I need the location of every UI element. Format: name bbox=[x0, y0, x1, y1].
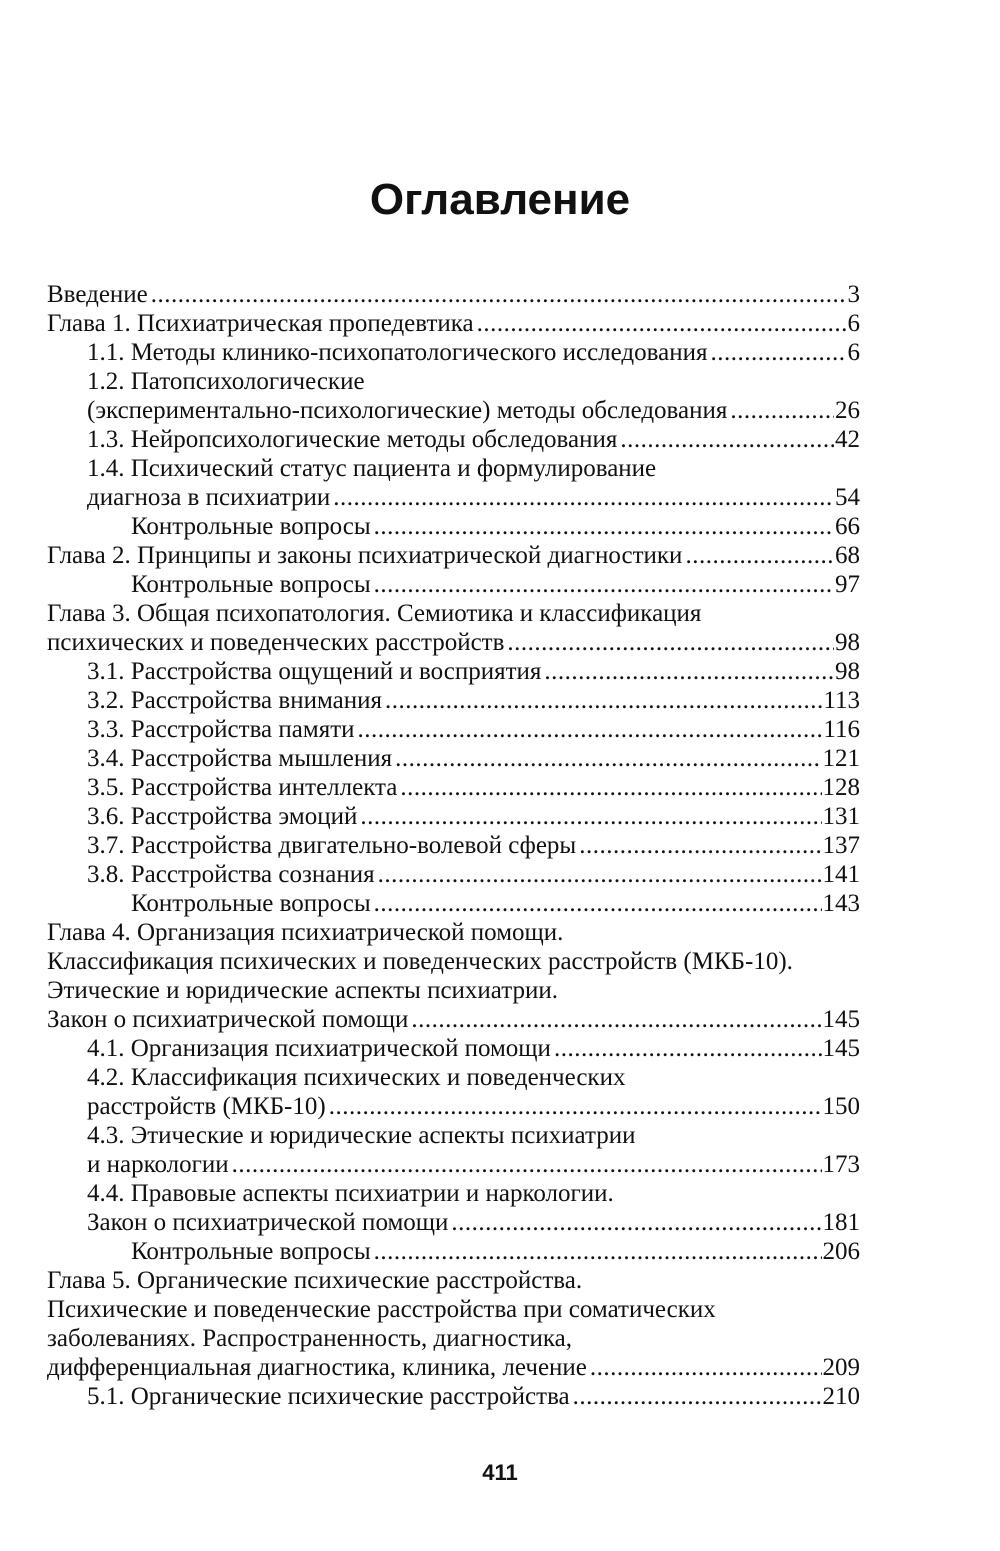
toc-entry-title: диагноза в психиатрии bbox=[87, 484, 331, 511]
toc-entry-line bbox=[47, 1150, 860, 1179]
toc-page-number: 150 bbox=[822, 1093, 860, 1120]
toc-entry bbox=[47, 367, 860, 425]
toc-entry-title: 5.1. Органические психические расстройства bbox=[87, 1383, 570, 1410]
toc-entry-line bbox=[47, 1034, 860, 1063]
toc-entry-title: 4.3. Этические и юридические аспекты психиатрии bbox=[87, 1122, 636, 1149]
toc-entry bbox=[47, 1179, 860, 1237]
toc-entry bbox=[47, 338, 860, 367]
toc-entry-title: Глава 3. Общая психопатология. Семиотика и классификация bbox=[47, 600, 702, 627]
toc-entry-line bbox=[47, 947, 860, 976]
toc-entry-line bbox=[47, 976, 860, 1005]
dot-leader bbox=[232, 1150, 822, 1179]
toc-entry-title: 1.4. Психический статус пациента и формулирование bbox=[87, 455, 657, 482]
page-title: Оглавление bbox=[369, 175, 631, 224]
toc-entry-title: Глава 2. Принципы и законы психиатрической диагностики bbox=[47, 542, 683, 569]
dot-leader bbox=[710, 338, 846, 367]
toc-page-number: 3 bbox=[847, 281, 860, 308]
toc-entry bbox=[47, 657, 860, 686]
toc-entry-line bbox=[47, 802, 860, 831]
toc-entry bbox=[47, 889, 860, 918]
toc-entry bbox=[47, 309, 860, 338]
dot-leader bbox=[151, 280, 847, 309]
dot-leader bbox=[507, 628, 834, 657]
toc-entry-title: Классификация психических и поведенческих расстройств (МКБ-10). bbox=[47, 948, 793, 975]
toc-page-number: 97 bbox=[835, 571, 860, 598]
toc-entry-title: 4.4. Правовые аспекты психиатрии и наркологии. bbox=[87, 1180, 614, 1207]
toc-entry-title: 3.6. Расстройства эмоций bbox=[87, 803, 358, 830]
dot-leader bbox=[374, 512, 834, 541]
toc-entry-title: Глава 5. Органические психические расстройства. bbox=[47, 1267, 583, 1294]
dot-leader bbox=[451, 1208, 821, 1237]
toc-page-number: 181 bbox=[822, 1209, 860, 1236]
toc-entry-title: 4.1. Организация психиатрической помощи bbox=[87, 1035, 551, 1062]
dot-leader bbox=[358, 715, 823, 744]
toc-entry bbox=[47, 541, 860, 570]
toc-entry bbox=[47, 1121, 860, 1179]
dot-leader bbox=[378, 860, 822, 889]
toc-page-number: 66 bbox=[835, 513, 860, 540]
dot-leader bbox=[360, 802, 821, 831]
toc-entry-title: Закон о психиатрической помощи bbox=[47, 1006, 409, 1033]
toc-entry-line bbox=[47, 599, 860, 628]
toc-page-number: 6 bbox=[847, 310, 860, 337]
toc-entry-line bbox=[47, 1353, 860, 1382]
toc-entry-title: Контрольные вопросы bbox=[131, 890, 371, 917]
toc-entry-line bbox=[47, 541, 860, 570]
toc-entry-title: 4.2. Классификация психических и поведенческих bbox=[87, 1064, 626, 1091]
toc-page-number: 6 bbox=[847, 339, 860, 366]
toc-page-number: 141 bbox=[822, 861, 860, 888]
toc-page-number: 210 bbox=[822, 1383, 860, 1410]
toc-entry-line bbox=[47, 1179, 860, 1208]
toc-entry-title: 3.2. Расстройства внимания bbox=[87, 687, 382, 714]
toc-entry-line bbox=[47, 483, 860, 512]
toc-entry-line bbox=[47, 1063, 860, 1092]
toc-entry-line bbox=[47, 570, 860, 599]
dot-leader bbox=[579, 831, 821, 860]
toc-entry-line bbox=[47, 1005, 860, 1034]
toc-entry-title: расстройств (МКБ-10) bbox=[87, 1093, 326, 1120]
toc-entry bbox=[47, 280, 860, 309]
toc-page-number: 145 bbox=[822, 1006, 860, 1033]
toc-entry-title: Глава 1. Психиатрическая пропедевтика bbox=[47, 310, 474, 337]
toc-entry-title: психических и поведенческих расстройств bbox=[47, 629, 505, 656]
toc-entry-line bbox=[47, 831, 860, 860]
toc-entry-line bbox=[47, 367, 860, 396]
toc-entry-title: 3.8. Расстройства сознания bbox=[87, 861, 375, 888]
toc-entry-line bbox=[47, 309, 860, 338]
toc-entry-title: (экспериментально-психологические) методы обследования bbox=[87, 397, 728, 424]
dot-leader bbox=[544, 657, 834, 686]
toc-page-number: 42 bbox=[835, 426, 860, 453]
toc-entry-line bbox=[47, 889, 860, 918]
toc-page-number: 68 bbox=[835, 542, 860, 569]
toc-page-number: 145 bbox=[822, 1035, 860, 1062]
toc-page-number: 98 bbox=[835, 629, 860, 656]
toc-entry-line bbox=[47, 918, 860, 947]
toc-entry-line bbox=[47, 773, 860, 802]
dot-leader bbox=[590, 1353, 822, 1382]
toc-entry-line bbox=[47, 454, 860, 483]
toc-entry-line bbox=[47, 686, 860, 715]
toc-entry-line bbox=[47, 1121, 860, 1150]
dot-leader bbox=[374, 570, 834, 599]
toc-entry-line bbox=[47, 715, 860, 744]
toc-page-number: 128 bbox=[822, 774, 860, 801]
toc-page-number: 137 bbox=[822, 832, 860, 859]
toc-page-number: 26 bbox=[835, 397, 860, 424]
toc-entry-title: Этические и юридические аспекты психиатрии. bbox=[47, 977, 558, 1004]
dot-leader bbox=[374, 1237, 822, 1266]
toc-entry-title: 3.7. Расстройства двигательно-волевой сферы bbox=[87, 832, 577, 859]
toc-entry-title: Психические и поведенческие расстройства при соматических bbox=[47, 1296, 716, 1323]
toc-entry bbox=[47, 918, 860, 1034]
dot-leader bbox=[620, 425, 834, 454]
toc-entry bbox=[47, 599, 860, 657]
toc-entry-line bbox=[47, 396, 860, 425]
dot-leader bbox=[385, 686, 822, 715]
dot-leader bbox=[333, 483, 834, 512]
dot-leader bbox=[400, 773, 821, 802]
toc-entry bbox=[47, 715, 860, 744]
toc-entry-line bbox=[47, 425, 860, 454]
toc-entry-title: 3.3. Расстройства памяти bbox=[87, 716, 355, 743]
toc-entry-title: и наркологии bbox=[87, 1151, 229, 1178]
dot-leader bbox=[477, 309, 847, 338]
toc-entry-line bbox=[47, 744, 860, 773]
toc-page-number: 54 bbox=[835, 484, 860, 511]
dot-leader bbox=[730, 396, 834, 425]
toc-page-number: 173 bbox=[822, 1151, 860, 1178]
toc-entry bbox=[47, 1266, 860, 1382]
toc-page-number: 209 bbox=[822, 1354, 860, 1381]
toc-page-number: 143 bbox=[822, 890, 860, 917]
toc-page-number: 206 bbox=[822, 1238, 860, 1265]
toc-entry bbox=[47, 454, 860, 512]
toc-entry bbox=[47, 773, 860, 802]
toc-entry-line bbox=[47, 1382, 860, 1411]
toc-entry-title: заболеваниях. Распространенность, диагностика, bbox=[47, 1325, 573, 1352]
toc-entry-line bbox=[47, 1237, 860, 1266]
toc-entry-title: 3.5. Расстройства интеллекта bbox=[87, 774, 398, 801]
toc-entry bbox=[47, 686, 860, 715]
toc-entry bbox=[47, 425, 860, 454]
toc-entry-line bbox=[47, 280, 860, 309]
dot-leader bbox=[573, 1382, 822, 1411]
dot-leader bbox=[685, 541, 834, 570]
toc-page-number: 113 bbox=[823, 687, 860, 714]
toc-entry-title: 3.4. Расстройства мышления bbox=[87, 745, 393, 772]
toc-entry-title: 1.2. Патопсихологические bbox=[87, 368, 365, 395]
toc-entry-title: дифференциальная диагностика, клиника, лечение bbox=[47, 1354, 587, 1381]
dot-leader bbox=[374, 889, 822, 918]
dot-leader bbox=[554, 1034, 822, 1063]
toc-entry-title: 3.1. Расстройства ощущений и восприятия bbox=[87, 658, 542, 685]
toc-entry-line bbox=[47, 1092, 860, 1121]
toc-page-number: 131 bbox=[822, 803, 860, 830]
toc-entry bbox=[47, 1034, 860, 1063]
toc-entry-title: Контрольные вопросы bbox=[131, 513, 371, 540]
toc-entry-title: Контрольные вопросы bbox=[131, 1238, 371, 1265]
toc-entry-title: Контрольные вопросы bbox=[131, 571, 371, 598]
toc-entry bbox=[47, 1063, 860, 1121]
toc-page-number: 116 bbox=[823, 716, 860, 743]
toc-entry-line bbox=[47, 1208, 860, 1237]
dot-leader bbox=[395, 744, 821, 773]
toc-entry bbox=[47, 1382, 860, 1411]
toc-entry bbox=[47, 744, 860, 773]
toc-entry bbox=[47, 512, 860, 541]
toc-entry bbox=[47, 860, 860, 889]
toc-entry bbox=[47, 802, 860, 831]
toc-entry-title: 1.3. Нейропсихологические методы обследования bbox=[87, 426, 618, 453]
toc-entry-title: Глава 4. Организация психиатрической помощи. bbox=[47, 919, 564, 946]
toc-page-number: 121 bbox=[822, 745, 860, 772]
table-of-contents bbox=[47, 280, 860, 1411]
toc-entry bbox=[47, 1237, 860, 1266]
toc-entry-line bbox=[47, 1266, 860, 1295]
toc-entry-title: Закон о психиатрической помощи bbox=[87, 1209, 449, 1236]
toc-entry-line bbox=[47, 1324, 860, 1353]
dot-leader bbox=[411, 1005, 821, 1034]
toc-entry-line bbox=[47, 1295, 860, 1324]
dot-leader bbox=[329, 1092, 822, 1121]
toc-entry-line bbox=[47, 657, 860, 686]
toc-entry-line bbox=[47, 628, 860, 657]
toc-entry-line bbox=[47, 512, 860, 541]
toc-entry-title: 1.1. Методы клинико-психопатологического исследования bbox=[87, 339, 708, 366]
toc-entry bbox=[47, 570, 860, 599]
toc-entry bbox=[47, 831, 860, 860]
page-number: 411 bbox=[482, 1460, 518, 1485]
toc-entry-title: Введение bbox=[47, 281, 148, 308]
toc-page-number: 98 bbox=[835, 658, 860, 685]
toc-entry-line bbox=[47, 338, 860, 367]
toc-entry-line bbox=[47, 860, 860, 889]
